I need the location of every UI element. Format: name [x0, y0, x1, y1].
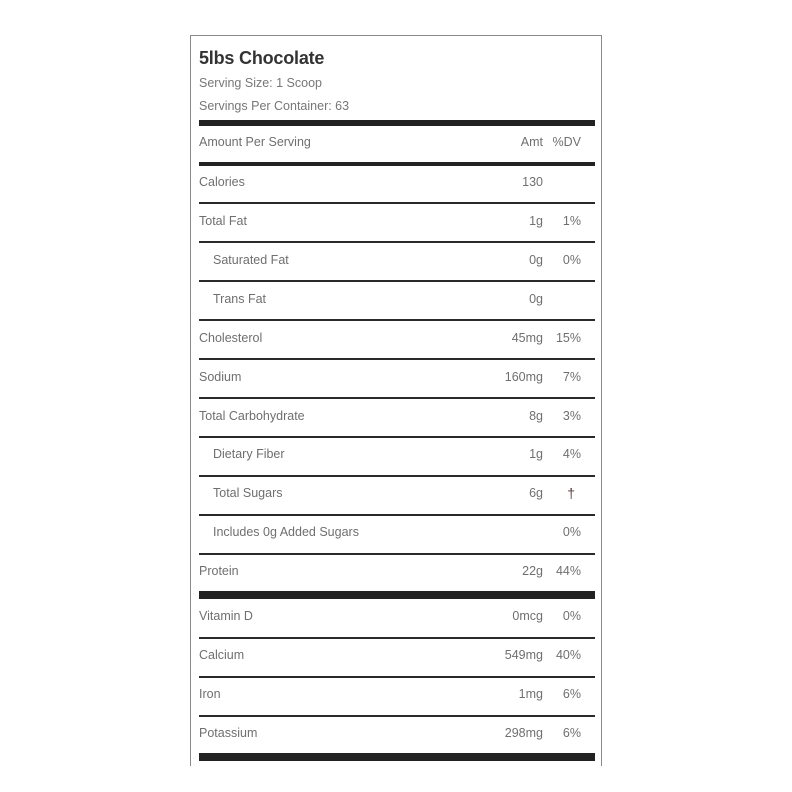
nutrient-amount: 0g — [529, 292, 543, 306]
header-row — [199, 135, 595, 157]
nutrient-row-calcium — [199, 648, 595, 670]
row-divider — [199, 715, 595, 717]
nutrient-name: Total Fat — [199, 214, 247, 228]
row-divider — [199, 553, 595, 555]
nutrient-row-iron — [199, 687, 595, 709]
nutrient-dv: 4% — [562, 447, 581, 461]
nutrient-dv: 40% — [555, 648, 581, 662]
nutrient-name: Sodium — [199, 370, 242, 384]
nutrient-dv: 1% — [562, 214, 581, 228]
nutrient-dv: 44% — [555, 564, 581, 578]
nutrient-row-added-sugars — [199, 525, 595, 547]
nutrient-name: Saturated Fat — [213, 253, 289, 267]
nutrient-name: Protein — [199, 564, 239, 578]
nutrient-row-vitamin-d — [199, 609, 595, 631]
thick-divider-vitamins — [199, 591, 595, 599]
header-amt: Amt — [520, 135, 543, 149]
nutrient-amount: 298mg — [504, 726, 543, 740]
nutrient-amount: 130 — [522, 175, 543, 189]
row-divider — [199, 319, 595, 321]
serving-size: Serving Size: 1 Scoop — [199, 76, 322, 90]
row-divider — [199, 358, 595, 360]
row-divider — [199, 436, 595, 438]
row-divider — [199, 280, 595, 282]
nutrient-amount: 549mg — [504, 648, 543, 662]
nutrient-row-saturated-fat — [199, 253, 595, 275]
nutrient-dv: 0% — [562, 253, 581, 267]
nutrient-dv: 3% — [562, 409, 581, 423]
nutrient-dv: 0% — [562, 609, 581, 623]
nutrient-name: Total Carbohydrate — [199, 409, 305, 423]
row-divider — [199, 676, 595, 678]
thick-divider-top — [199, 120, 595, 126]
nutrient-row-dietary-fiber — [199, 447, 595, 469]
header-amount-per-serving: Amount Per Serving — [199, 135, 311, 149]
nutrient-row-trans-fat — [199, 292, 595, 314]
dagger-icon: † — [567, 485, 575, 501]
nutrient-amount: 0mcg — [512, 609, 543, 623]
nutrient-row-calories — [199, 175, 595, 197]
row-divider — [199, 637, 595, 639]
nutrient-name: Vitamin D — [199, 609, 253, 623]
nutrient-name: Iron — [199, 687, 221, 701]
nutrient-dv: 0% — [562, 525, 581, 539]
nutrient-amount: 1g — [529, 447, 543, 461]
nutrient-dv: 15% — [555, 331, 581, 345]
nutrient-name: Dietary Fiber — [213, 447, 285, 461]
nutrient-dv: 7% — [562, 370, 581, 384]
nutrient-name: Total Sugars — [213, 486, 283, 500]
nutrient-name: Includes 0g Added Sugars — [213, 525, 359, 539]
nutrient-row-total-carbohydrate — [199, 409, 595, 431]
nutrient-amount: 1mg — [518, 687, 543, 701]
nutrient-row-protein — [199, 564, 595, 586]
nutrient-name: Trans Fat — [213, 292, 267, 306]
nutrient-row-total-fat — [199, 214, 595, 236]
nutrient-dv: 6% — [562, 687, 581, 701]
nutrient-name: Calcium — [199, 648, 245, 662]
nutrient-row-cholesterol — [199, 331, 595, 353]
nutrient-amount: 160mg — [504, 370, 543, 384]
nutrition-facts-panel — [190, 35, 602, 766]
nutrient-dv: 6% — [562, 726, 581, 740]
nutrient-name: Cholesterol — [199, 331, 263, 345]
nutrient-amount: 22g — [522, 564, 543, 578]
nutrient-amount: 8g — [529, 409, 543, 423]
nutrient-name: Potassium — [199, 726, 258, 740]
nutrient-amount: 6g — [529, 486, 543, 500]
nutrient-amount: 0g — [529, 253, 543, 267]
nutrient-amount: 45mg — [511, 331, 543, 345]
row-divider — [199, 397, 595, 399]
nutrient-row-sodium — [199, 370, 595, 392]
nutrient-row-potassium — [199, 726, 595, 748]
thick-divider-bottom — [199, 753, 595, 761]
medium-divider — [199, 162, 595, 166]
header-dv: %DV — [552, 135, 581, 149]
row-divider — [199, 475, 595, 477]
row-divider — [199, 241, 595, 243]
servings-per-container: Servings Per Container: 63 — [199, 99, 350, 113]
nutrient-amount: 1g — [529, 214, 543, 228]
nutrient-row-total-sugars — [199, 486, 595, 508]
nutrient-name: Calories — [199, 175, 245, 189]
row-divider — [199, 514, 595, 516]
row-divider — [199, 202, 595, 204]
product-title: 5lbs Chocolate — [199, 48, 325, 68]
